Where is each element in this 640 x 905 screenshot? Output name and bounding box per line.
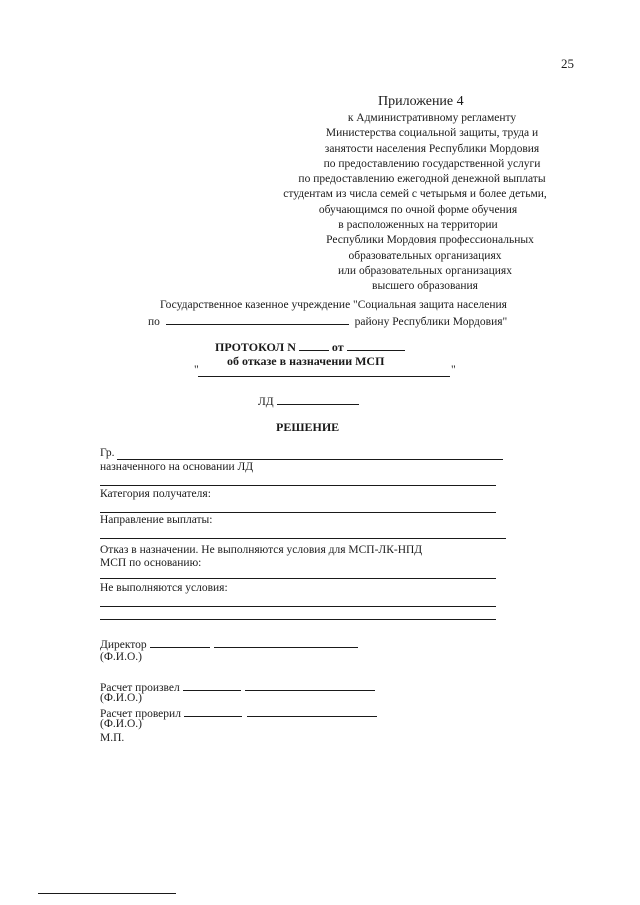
appendix-line: Министерства социальной защиты, труда и <box>325 127 539 140</box>
appendix-line: Республики Мордовия профессиональных <box>326 234 534 247</box>
calc-made-signature-blank <box>183 679 241 691</box>
ld-field <box>258 393 359 408</box>
conditions-line-2 <box>100 619 496 620</box>
category-label: Категория получателя: <box>100 488 211 500</box>
quote-close: " <box>451 364 456 376</box>
fio-2: (Ф.И.О.) <box>100 692 142 704</box>
protocol-blank-line <box>198 376 450 377</box>
appendix-line: по предоставлению государственной услуги <box>323 157 541 170</box>
footnote-separator <box>38 893 176 894</box>
director-label: Директор <box>100 639 147 651</box>
calc-checked-label: Расчет проверил <box>100 708 181 720</box>
protocol-from-label: от <box>331 340 344 354</box>
appendix-text <box>250 111 580 295</box>
msp-basis-line <box>100 578 496 579</box>
category-line <box>100 512 496 513</box>
institution-line1: Государственное казенное учреждение "Социальная защита населения <box>160 299 507 311</box>
calc-made-label: Расчет произвел <box>100 682 180 694</box>
fio-3: (Ф.И.О.) <box>100 718 142 730</box>
appendix-line: обучающимся по очной форме обучения <box>318 203 518 216</box>
decision-title: РЕШЕНИЕ <box>276 420 340 434</box>
appendix-line: или образовательных организациях <box>338 264 512 277</box>
assigned-label: назначенного на основании ЛД <box>100 461 254 473</box>
appendix-line: студентам из числа семей с четырьмя и более детьми, <box>283 188 547 201</box>
protocol-title <box>215 339 405 355</box>
institution-line2 <box>148 313 507 328</box>
protocol-number-label: ПРОТОКОЛ N <box>215 340 296 354</box>
institution-prefix: по <box>148 316 160 328</box>
director-signature-blank <box>150 636 210 648</box>
calc-made-name-blank <box>245 679 375 691</box>
msp-basis-label: МСП по основанию: <box>100 557 202 569</box>
calc-checked-name-blank <box>247 705 377 717</box>
assigned-line <box>100 485 496 486</box>
appendix-title: Приложение 4 <box>378 94 464 109</box>
conditions-label: Не выполняются условия: <box>100 582 228 594</box>
calc-checked-signature-blank <box>184 705 242 717</box>
direction-line <box>100 538 506 539</box>
director-field <box>100 636 358 651</box>
appendix-line: высшего образования <box>372 280 478 293</box>
ld-blank <box>277 393 359 405</box>
ld-label: ЛД <box>258 396 274 408</box>
appendix-line: занятости населения Республики Мордовия <box>324 142 540 155</box>
direction-label: Направление выплаты: <box>100 514 213 526</box>
protocol-subtitle: об отказе в назначении МСП <box>227 354 385 368</box>
quote-open: " <box>194 364 199 376</box>
conditions-line-1 <box>100 606 496 607</box>
protocol-number-blank <box>299 339 329 351</box>
fio-1: (Ф.И.О.) <box>100 651 142 663</box>
appendix-line: по предоставлению ежегодной денежной выплаты <box>298 173 546 186</box>
protocol-date-blank <box>347 339 405 351</box>
district-blank <box>166 313 349 325</box>
institution-suffix: району Республики Мордовия" <box>354 316 508 328</box>
refusal-label: Отказ в назначении. Не выполняются условия для МСП-ЛК-НПД <box>100 544 423 556</box>
appendix-line: к Административному регламенту <box>347 112 517 124</box>
director-name-blank <box>214 636 358 648</box>
gr-label: Гр. <box>100 447 115 459</box>
appendix-line: в расположенных на территории <box>338 219 498 232</box>
page-number: 25 <box>561 56 574 71</box>
appendix-line: образовательных организациях <box>348 249 502 262</box>
gr-line <box>117 459 503 460</box>
seal-mark: М.П. <box>100 732 125 744</box>
